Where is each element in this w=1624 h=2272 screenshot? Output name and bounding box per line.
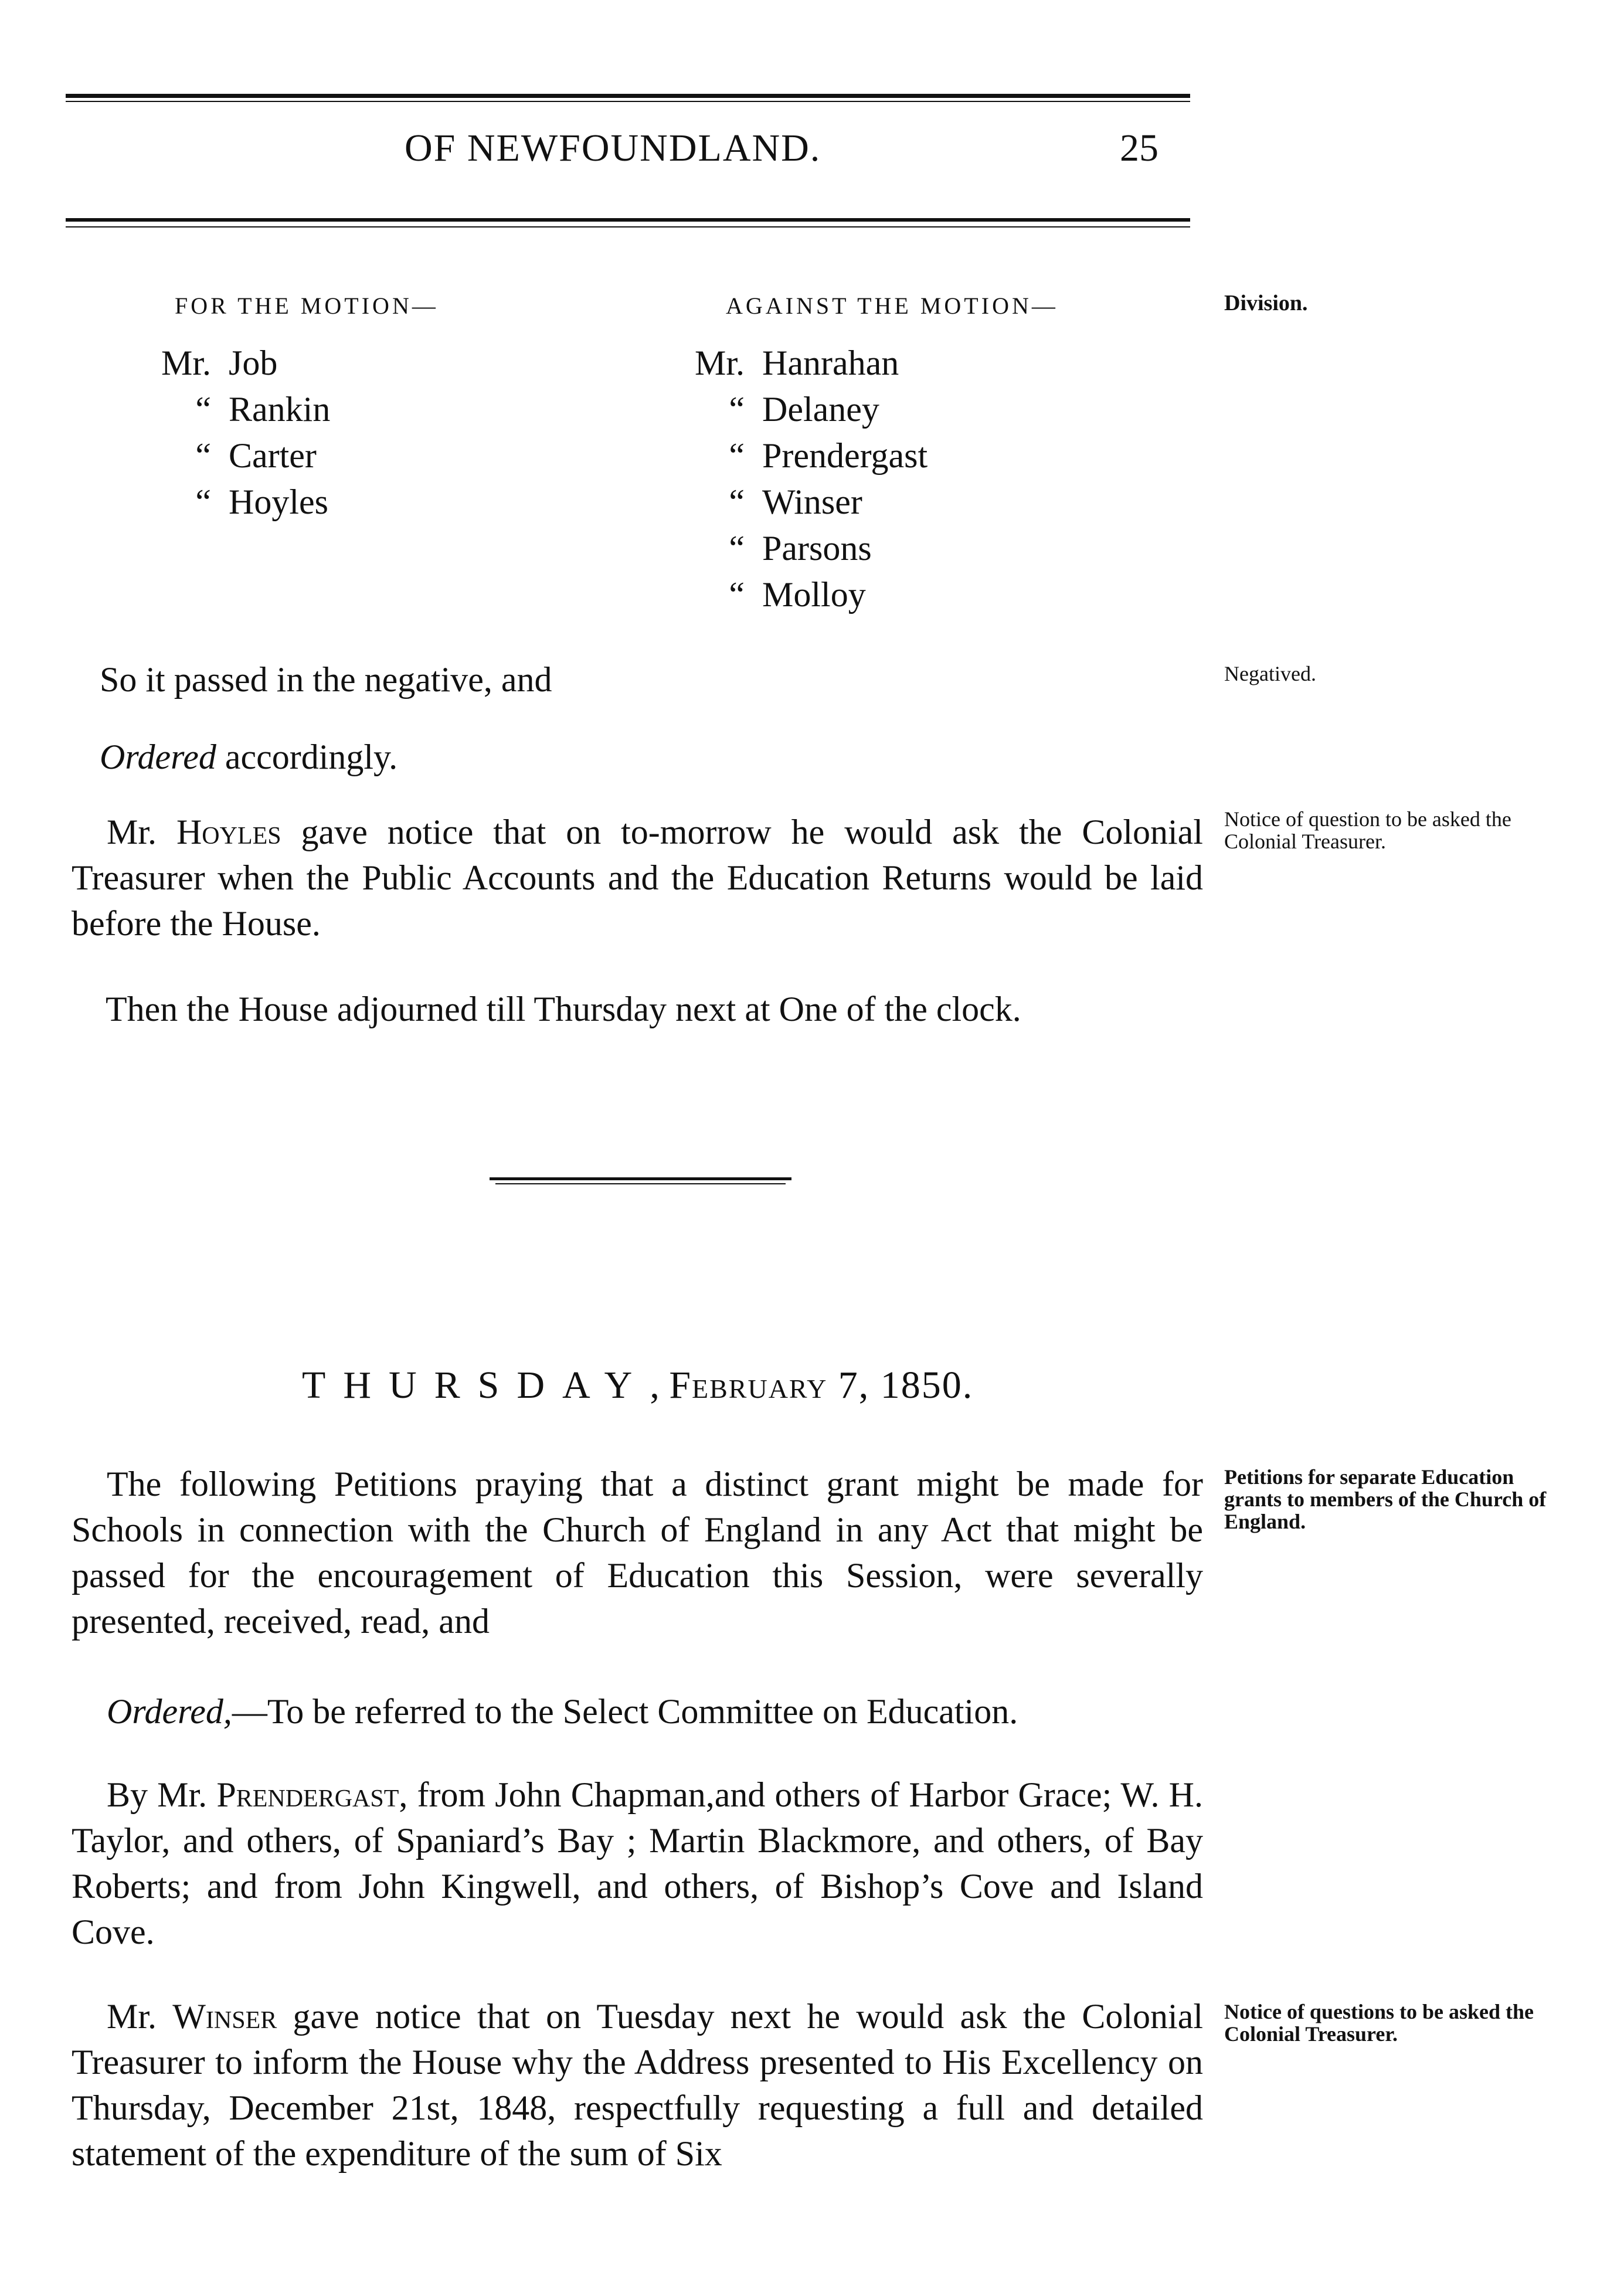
hoyles-notice-paragraph: Mr. Hoyles gave notice that on to-morrow he would ask the Colonial Treasurer when the Public Accounts and the Education Returns would be laid before the House.	[72, 813, 1203, 943]
for-motion-heading: FOR THE MOTION—	[175, 293, 439, 319]
list-item: “ Winser	[729, 483, 862, 521]
page-number: 25	[1120, 127, 1158, 169]
member-name: Prendergast	[216, 1775, 399, 1814]
header-rule-thick	[66, 218, 1190, 222]
day-name: THURSDAY	[302, 1364, 650, 1407]
header-rule-thin	[66, 226, 1190, 227]
list-item: “ Prendergast	[729, 436, 928, 475]
against-motion-heading: AGAINST THE MOTION—	[726, 293, 1058, 319]
list-item: “ Carter	[195, 436, 317, 475]
winser-margin-note: Notice of questions to be asked the Colonial Treasurer.	[1224, 2000, 1534, 2046]
member-name: Hoyles	[176, 813, 281, 851]
petitions-paragraph: The following Petitions praying that a distinct grant might be made for Schools in connection with the Church of England in any Act that might be passed for the encouragement of Education this Session, were severally presented, received, read, and	[72, 1465, 1203, 1641]
hoyles-margin-note: Notice of question to be asked the Colonial Treasurer.	[1224, 807, 1511, 853]
ordered-word: Ordered,	[107, 1692, 232, 1731]
ordered-accordingly	[100, 734, 397, 780]
list-item: Mr. Job	[161, 344, 278, 382]
negatived-margin-note: Negatived.	[1224, 662, 1316, 685]
negative-line: So it passed in the negative, and	[100, 660, 552, 699]
list-item: “ Hoyles	[195, 483, 328, 521]
section-divider-thin	[495, 1183, 786, 1184]
for-motion-list	[147, 340, 330, 525]
division-margin-note: Division.	[1224, 291, 1308, 315]
section-divider	[490, 1177, 791, 1180]
ordered-rest: —To be referred to the Select Committee on Education.	[232, 1692, 1018, 1731]
top-rule-thin	[66, 101, 1190, 102]
list-item: “ Parsons	[729, 529, 872, 568]
top-rule-thick	[66, 94, 1190, 98]
list-item: “ Delaney	[729, 390, 879, 429]
against-motion-list	[680, 340, 927, 618]
ordered-rest: accordingly.	[216, 738, 398, 776]
list-item: Mr. Hanrahan	[694, 344, 899, 382]
adjourn-line: Then the House adjourned till Thursday next at One of the clock.	[106, 990, 1021, 1028]
petitions-margin-note: Petitions for separate Education grants to members of the Church of England.	[1224, 1465, 1547, 1533]
winser-notice-paragraph: Mr. Winser gave notice that on Tuesday next he would ask the Colonial Treasurer to inform the House why the Address presented to His Excellency on Thursday, December 21st, 1848, respectfully requesting a full and detailed statement of the expenditure of the sum of Six	[72, 1997, 1203, 2173]
ordered-word: Ordered	[100, 738, 216, 776]
list-item: “ Molloy	[729, 575, 866, 614]
day-date: February 7, 1850.	[669, 1364, 974, 1407]
member-name: Winser	[172, 1997, 277, 2036]
list-item: “ Rankin	[195, 390, 331, 429]
running-head: OF NEWFOUNDLAND.	[405, 127, 821, 169]
day-heading: THURSDAY, February 7, 1850.	[302, 1364, 974, 1407]
prendergast-paragraph: By Mr. Prendergast, from John Chapman,and others of Harbor Grace; W. H. Taylor, and others, of Spaniard’s Bay ; Martin Blackmore, and others, of Bay Roberts; and from John Kingwell, and others, of Bishop’s Cove and Island Cove.	[72, 1775, 1203, 1951]
petitions-ordered	[107, 1689, 1018, 1734]
